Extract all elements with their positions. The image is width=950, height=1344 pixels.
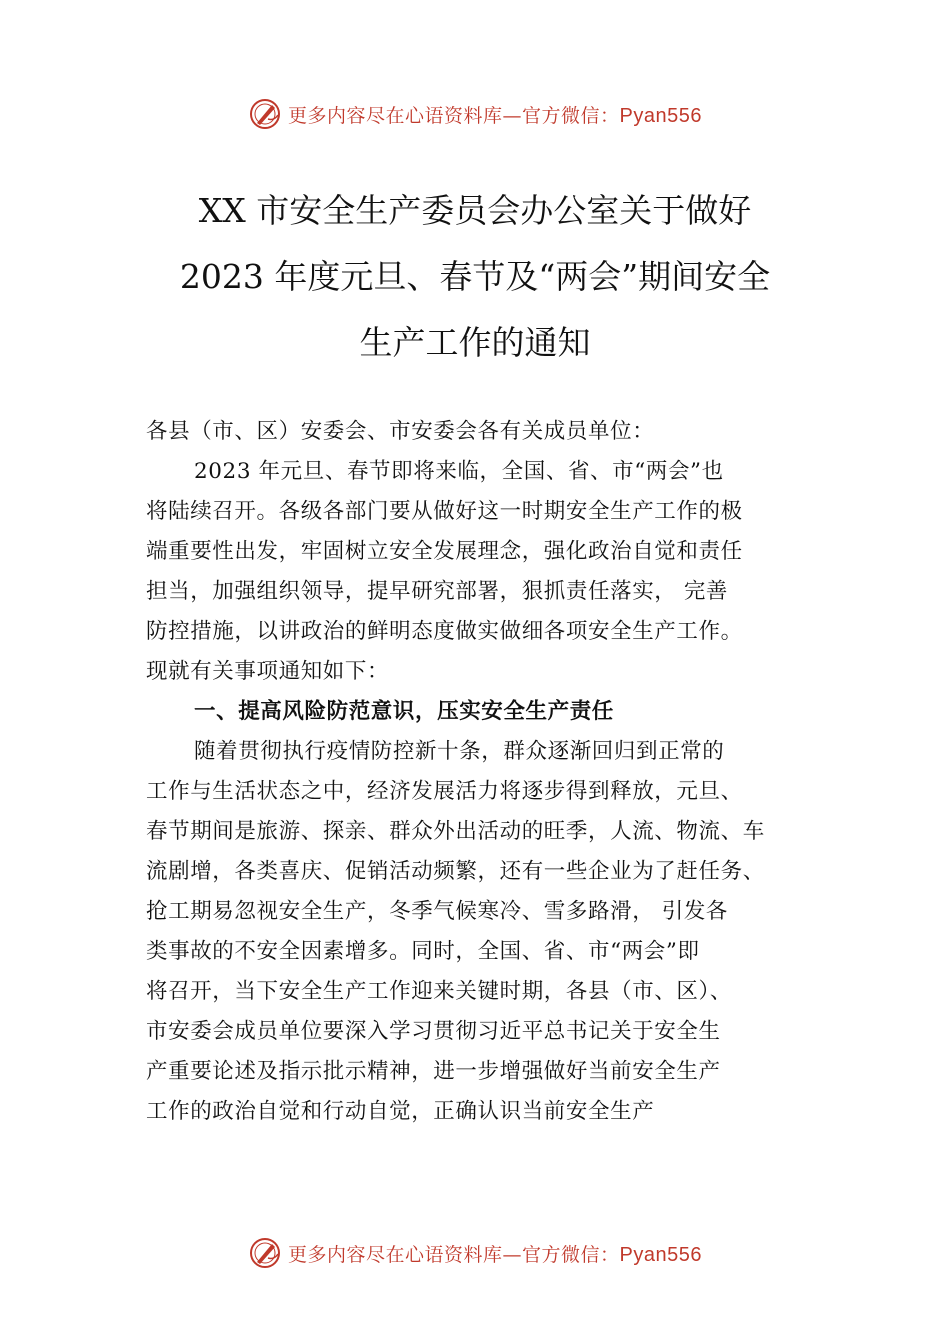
body-line: 类事故的不安全因素增多。同时，全国、省、市“两会”即 xyxy=(146,939,700,964)
body-line: 将陆续召开。各级各部门要从做好这一时期安全生产工作的极 xyxy=(146,499,743,524)
banner-wechat-id: Pyan556 xyxy=(619,104,702,127)
banner-text xyxy=(288,101,702,128)
footer-watermark-banner xyxy=(0,1233,950,1273)
body-line: 端重要性出发，牢固树立安全发展理念，强化政治自觉和责任 xyxy=(146,539,743,564)
body-line: 2023 年元旦、春节即将来临，全国、省、市“两会”也 xyxy=(194,459,724,484)
quill-seal-icon xyxy=(248,1236,282,1270)
body-line: 将召开，当下安全生产工作迎来关键时期，各县（市、区）、 xyxy=(146,979,732,1004)
body-line: 产重要论述及指示批示精神，进一步增强做好当前安全生产 xyxy=(146,1059,721,1084)
body-line: 防控措施，以讲政治的鲜明态度做实做细各项安全生产工作。 xyxy=(146,619,743,644)
title-line: 2023 年度元旦、春节及“两会”期间安全 xyxy=(179,257,771,296)
banner-label: 更多内容尽在心语资料库—官方微信： xyxy=(288,1243,620,1266)
banner-label: 更多内容尽在心语资料库—官方微信： xyxy=(288,104,620,127)
title-line: 生产工作的通知 xyxy=(359,323,591,362)
header-watermark-banner xyxy=(0,94,950,134)
document-title xyxy=(120,178,830,376)
body-line: 现就有关事项通知如下： xyxy=(146,659,390,684)
body-line: 工作与生活状态之中，经济发展活力将逐步得到释放，元旦、 xyxy=(146,779,743,804)
body-line: 抢工期易忽视安全生产，冬季气候寒冷、雪多路滑， 引发各 xyxy=(146,899,729,924)
body-line: 随着贯彻执行疫情防控新十条，群众逐渐回归到正常的 xyxy=(194,739,725,764)
banner-text xyxy=(288,1240,702,1267)
body-line: 流剧增，各类喜庆、促销活动频繁，还有一些企业为了赶任务、 xyxy=(146,859,765,884)
body-line: 市安委会成员单位要深入学习贯彻习近平总书记关于安全生 xyxy=(146,1019,721,1044)
body-line: 工作的政治自觉和行动自觉，正确认识当前安全生产 xyxy=(146,1099,655,1124)
title-line: XX 市安全生产委员会办公室关于做好 xyxy=(198,191,752,230)
section-heading: 一、提高风险防范意识，压实安全生产责任 xyxy=(194,699,614,724)
body-line: 担当，加强组织领导，提早研究部署，狠抓责任落实， 完善 xyxy=(146,579,729,604)
quill-seal-icon xyxy=(248,97,282,131)
salutation: 各县（市、区）安委会、市安委会各有关成员单位： xyxy=(146,419,655,444)
body-line: 春节期间是旅游、探亲、群众外出活动的旺季，人流、物流、车 xyxy=(146,819,765,844)
document-body xyxy=(146,412,826,1132)
banner-wechat-id: Pyan556 xyxy=(619,1243,702,1266)
